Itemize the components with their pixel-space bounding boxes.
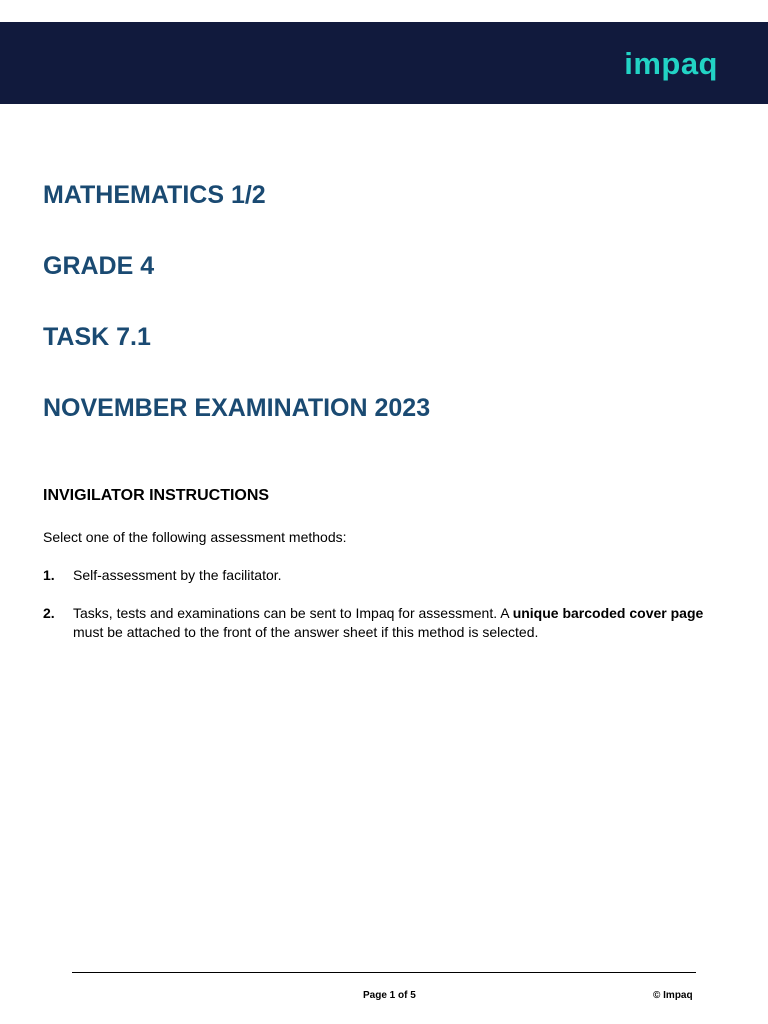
- list-item: [43, 604, 733, 642]
- assessment-methods-list: [43, 566, 733, 642]
- grade-title: GRADE 4: [43, 252, 155, 280]
- invigilator-instructions: [43, 486, 733, 661]
- list-item-number: 1.: [43, 567, 55, 583]
- subject-title: MATHEMATICS 1/2: [43, 181, 266, 209]
- header-band: [0, 22, 768, 104]
- exam-title: NOVEMBER EXAMINATION 2023: [43, 394, 431, 422]
- list-item-number: 2.: [43, 605, 55, 621]
- instructions-heading: INVIGILATOR INSTRUCTIONS: [43, 487, 270, 504]
- instructions-intro: Select one of the following assessment methods:: [43, 529, 347, 545]
- list-item: [43, 566, 733, 585]
- page-number: Page 1 of 5: [363, 990, 416, 1001]
- list-item-text-before: Tasks, tests and examinations can be sent to Impaq for assessment. A: [73, 605, 513, 621]
- list-item-text-bold: unique barcoded cover page: [512, 605, 704, 621]
- task-title: TASK 7.1: [43, 323, 151, 351]
- list-item-text: Self-assessment by the facilitator.: [73, 567, 282, 583]
- list-item-text-after: must be attached to the front of the answer sheet if this method is selected.: [73, 624, 539, 640]
- impaq-logo: impaq: [624, 46, 718, 81]
- copyright-notice: © Impaq: [653, 990, 693, 1001]
- footer-divider: [72, 972, 696, 973]
- title-block: [43, 180, 430, 464]
